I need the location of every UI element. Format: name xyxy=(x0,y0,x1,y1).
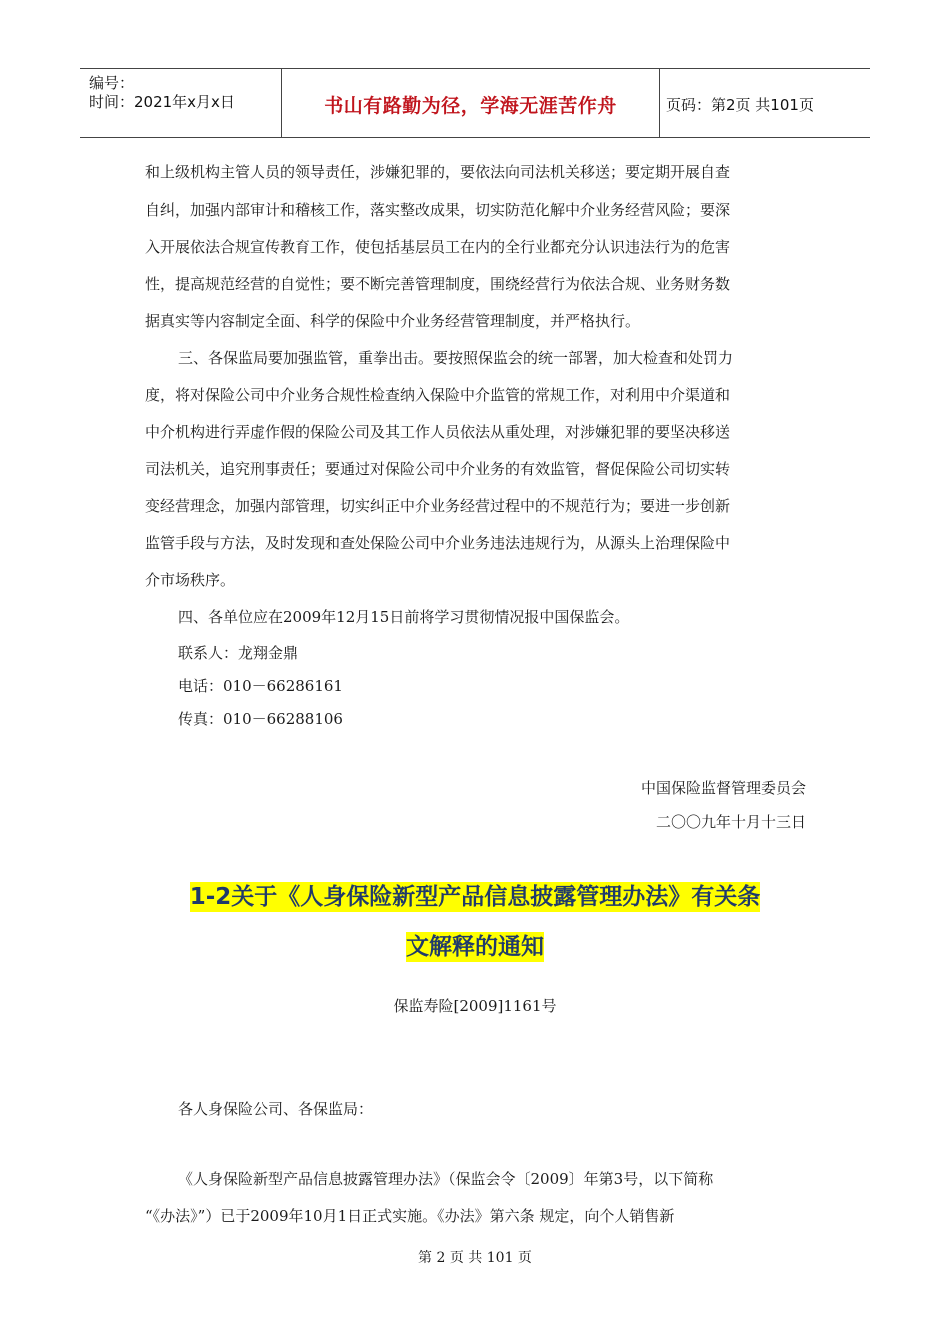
contact-person: 联系人：龙翔金鼎 xyxy=(178,644,299,662)
header-meta-cell xyxy=(80,69,282,137)
body-line: 性，提高规范经营的自觉性；要不断完善管理制度，围绕经营行为依法合规、业务财务数 xyxy=(145,275,731,293)
signature-org: 中国保险监督管理委员会 xyxy=(640,779,806,797)
doc-number: 保监寿险[2009]1161号 xyxy=(393,997,557,1015)
body-line: 度，将对保险公司中介业务合规性检查纳入保险中介监管的常规工作，对利用中介渠道和 xyxy=(145,386,731,404)
page-footer: 第 2 页 共 101 页 xyxy=(418,1250,532,1266)
page-header xyxy=(80,68,870,138)
section-title-line1: 1-2关于《人身保险新型产品信息披露管理办法》有关条 xyxy=(189,884,761,910)
body-line: 四、各单位应在2009年12月15日前将学习贯彻情况报中国保监会。 xyxy=(178,608,630,626)
body-line: 变经营理念，加强内部管理，切实纠正中介业务经营过程中的不规范行为；要进一步创新 xyxy=(145,497,731,515)
body-line: 据真实等内容制定全面、科学的保险中介业务经营管理制度，并严格执行。 xyxy=(145,312,641,330)
body-line: 三、各保监局要加强监管，重拳出击。要按照保监会的统一部署，加大检查和处罚力 xyxy=(178,349,734,367)
doc-number-label: 编号： xyxy=(89,74,135,92)
body-line: 《人身保险新型产品信息披露管理办法》（保监会令〔2009〕年第3号，以下简称 xyxy=(178,1170,714,1188)
header-page-cell xyxy=(660,69,870,137)
body-line: 介市场秩序。 xyxy=(145,571,236,589)
contact-fax: 传真：010－66288106 xyxy=(178,710,343,728)
body-line: 司法机关，追究刑事责任；要通过对保险公司中介业务的有效监管，督促保险公司切实转 xyxy=(145,460,731,478)
section-title-line2: 文解释的通知 xyxy=(406,934,544,960)
header-motto-cell xyxy=(282,69,660,137)
contact-phone: 电话：010－66286161 xyxy=(178,677,343,695)
salutation: 各人身保险公司、各保监局： xyxy=(178,1100,374,1118)
section-title-cont xyxy=(0,928,950,961)
body-line: 监管手段与方法，及时发现和查处保险公司中介业务违法违规行为，从源头上治理保险中 xyxy=(145,534,731,552)
motto-text: 书山有路勤为径，学海无涯苦作舟 xyxy=(324,95,617,117)
date-label: 时间：2021年x月x日 xyxy=(89,93,235,111)
body-line: “《办法》”）已于2009年10月1日正式实施。《办法》第六条 规定，向个人销售新 xyxy=(145,1207,675,1225)
body-line: 自纠，加强内部审计和稽核工作，落实整改成果，切实防范化解中介业务经营风险；要深 xyxy=(145,201,731,219)
body-line: 和上级机构主管人员的领导责任，涉嫌犯罪的，要依法向司法机关移送；要定期开展自查 xyxy=(145,163,731,181)
body-line: 入开展依法合规宣传教育工作，使包括基层员工在内的全行业都充分认识违法行为的危害 xyxy=(145,238,731,256)
signature-date: 二〇〇九年十月十三日 xyxy=(655,813,806,831)
section-title xyxy=(0,878,950,911)
body-line: 中介机构进行弄虚作假的保险公司及其工作人员依法从重处理，对涉嫌犯罪的要坚决移送 xyxy=(145,423,731,441)
page-info: 页码：第2页 共101页 xyxy=(666,96,814,114)
